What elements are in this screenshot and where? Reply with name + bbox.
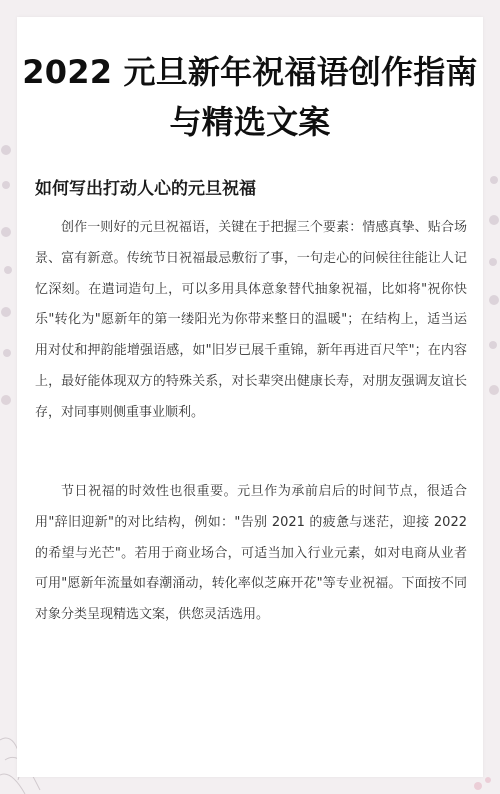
- document-page: [17, 17, 483, 777]
- document-title: [17, 47, 483, 147]
- title-line-2: 与精选文案: [169, 103, 331, 141]
- title-line-1: 2022 元旦新年祝福语创作指南: [22, 53, 478, 91]
- paragraph-1: 创作一则好的元旦祝福语，关键在于把握三个要素：情感真挚、贴合场景、富有新意。传统节日祝福最忌敷衍了事，一句走心的问候往往能让人记忆深刻。在遣词造句上，可以多用具体意象替代抽象祝福，比如将"祝你快乐"转化为"愿新年的第一缕阳光为你带来整日的温暖"；在结构上，适当运用对仗和押韵能增强语感，如"旧岁已展千重锦，新年再进百尺竿"；在内容上，最好能体现双方的特殊关系，对长辈突出健康长寿，对朋友强调友谊长存，对同事则侧重事业顺利。: [35, 220, 467, 420]
- paragraph-2: 节日祝福的时效性也很重要。元旦作为承前启后的时间节点，很适合用"辞旧迎新"的对比结构，例如："告别 2021 的疲惫与迷茫，迎接 2022 的希望与光芒"。若用于商业场合，可适当加入行业元素，如对电商从业者可用"愿新年流量如春潮涌动，转化率似芝麻开花"等专业祝福。下面按不同对象分类呈现精选文案，供您灵活选用。: [35, 484, 467, 623]
- section-heading: 如何写出打动人心的元旦祝福: [35, 179, 256, 199]
